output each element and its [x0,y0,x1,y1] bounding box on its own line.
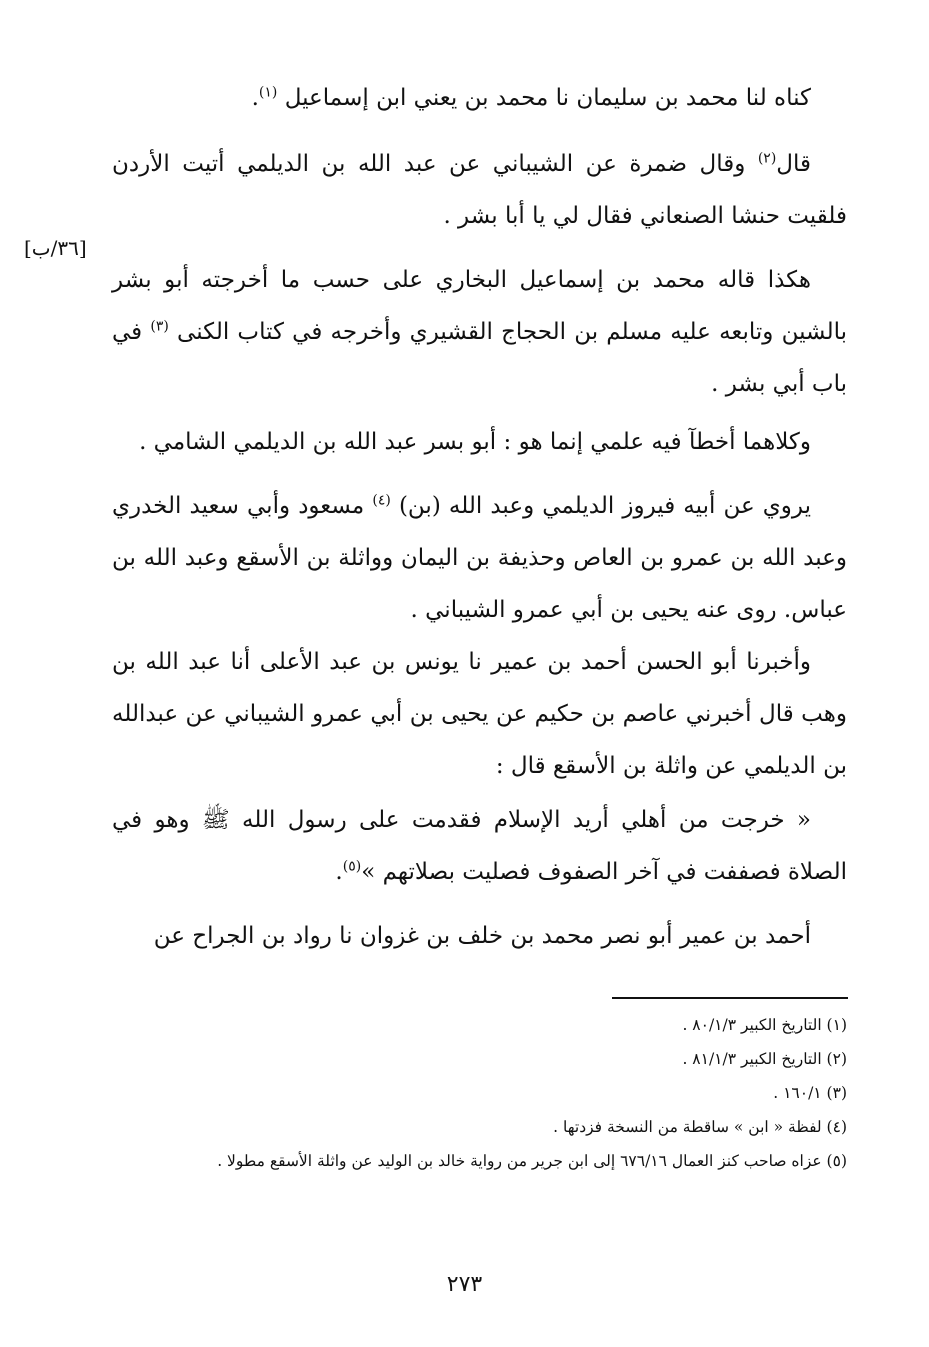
page-number: ٢٧٣ [446,1272,483,1297]
paragraph-tail: . [251,85,259,111]
paragraph-text: قال [776,151,812,177]
main-text-paragraph-7 [112,794,847,898]
main-text-paragraph-6 [112,636,847,792]
footnote-ref[interactable]: (٥) [342,858,362,875]
paragraph-text: وكلاهما أخطآ فيه علمي إنما هو : أبو بسر عبد الله بن الديلمي الشامي . [139,429,811,455]
footnote-4: (٤) لفظة « ابن » ساقطة من النسخة فزدتها . [553,1118,847,1136]
footnote-divider [612,997,848,999]
footnote-ref[interactable]: (٣) [150,318,169,335]
paragraph-text: يروي عن أبيه فيروز الديلمي وعبد الله (بن) [398,493,811,519]
main-text-paragraph-2 [112,138,847,242]
paragraph-tail: مسعود وأبي سعيد الخدري وعبد الله بن عمرو بن العاص وحذيفة بن اليمان وواثلة بن الأسقع وعبد الله بن عباس. روى عنه يحيى بن أبي عمرو الشيباني . [112,493,847,623]
main-text-paragraph-1 [112,72,847,124]
paragraph-tail: . [335,859,343,885]
footnote-ref[interactable]: (١) [258,84,278,101]
paragraph-text: كناه لنا محمد بن سليمان نا محمد بن يعني ابن إسماعيل [284,85,811,111]
main-text-paragraph-8 [112,910,847,962]
footnote-1: (١) التاريخ الكبير ٨٠/١/٣ . [682,1016,847,1034]
paragraph-text: وأخبرنا أبو الحسن أحمد بن عمير نا يونس بن عبد الأعلى أنا عبد الله بن وهب قال أخبرني عاصم بن حكيم عن يحيى بن أبي عمرو الشيباني عن عبدالله بن الديلمي عن واثلة بن الأسقع قال : [112,649,847,779]
footnote-2: (٢) التاريخ الكبير ٨١/١/٣ . [682,1050,847,1068]
main-text-paragraph-4 [112,416,847,468]
paragraph-tail: وقال ضمرة عن الشيباني عن عبد الله بن الديلمي أتيت الأردن فلقيت حنشا الصنعاني فقال لي يا أبا بشر . [112,151,847,229]
manuscript-folio-marker: [٣٦/ب] [24,236,87,260]
paragraph-text: هكذا قاله محمد بن إسماعيل البخاري على حسب ما أخرجته أبو بشر بالشين وتابعه عليه مسلم بن الحجاج القشيري وأخرجه في كتاب الكنى [112,267,847,345]
paragraph-text: « خرجت من أهلي أريد الإسلام فقدمت على رسول الله ﷺ وهو في الصلاة فصففت في آخر الصفوف فصليت بصلاتهم » [112,807,847,885]
footnote-ref[interactable]: (٢) [757,150,777,167]
footnotes-section [112,1010,847,1180]
paragraph-tail: في باب أبي بشر . [112,319,847,397]
main-text-paragraph-5 [112,480,847,636]
footnote-5: (٥) عزاه صاحب كنز العمال ٦٧٦/١٦ إلى ابن جرير من رواية خالد بن الوليد عن واثلة الأسقع مطولا . [217,1152,847,1170]
footnote-3: (٣) ١٦٠/١ . [773,1084,847,1102]
main-text-paragraph-3 [112,254,847,410]
paragraph-text: أحمد بن عمير أبو نصر محمد بن خلف بن غزوان نا رواد بن الجراح عن [153,923,811,949]
footnote-ref[interactable]: (٤) [372,492,391,509]
